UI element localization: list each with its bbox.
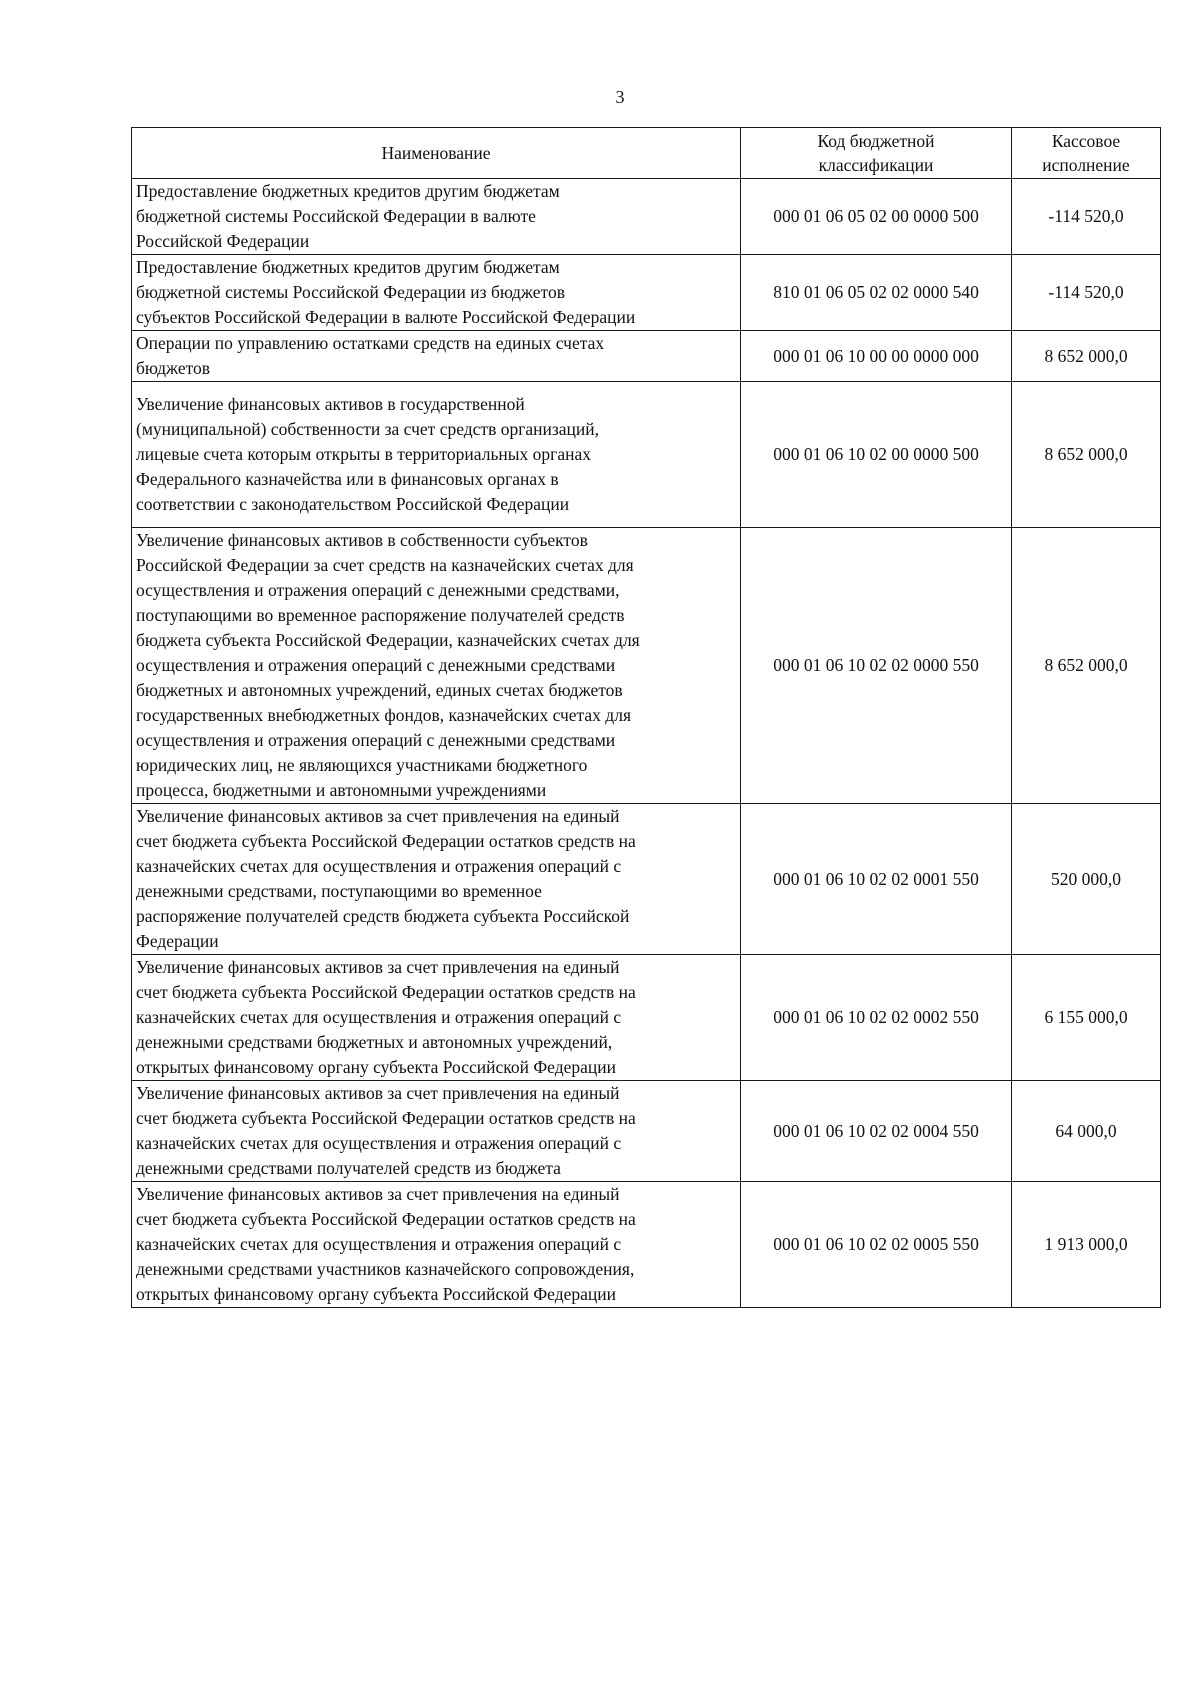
row-name (132, 382, 741, 528)
row-code: 000 01 06 10 02 02 0001 550 (741, 804, 1012, 955)
row-name-line: денежными средствами получателей средств из бюджета (136, 1158, 561, 1178)
row-name-line: денежными средствами бюджетных и автономных учреждений, (136, 1032, 613, 1052)
row-name (132, 1182, 741, 1308)
row-name-line: Российской Федерации (136, 231, 310, 251)
row-name-line: бюджетов (136, 358, 211, 378)
header-name: Наименование (132, 128, 741, 179)
table-row (132, 255, 1161, 331)
row-name-line: поступающими во временное распоряжение получателей средств (136, 605, 625, 625)
row-name-line: государственных внебюджетных фондов, казначейских счетах для (136, 705, 631, 725)
row-name-line: процесса, бюджетными и автономными учреждениями (136, 780, 547, 800)
row-name-line: денежными средствами участников казначейского сопровождения, (136, 1259, 635, 1279)
header-code-line: классификации (818, 155, 934, 175)
row-name-line: бюджетной системы Российской Федерации из бюджетов (136, 282, 565, 302)
row-name-line: Увеличение финансовых активов за счет привлечения на единый (136, 806, 620, 826)
row-name-line: Федерального казначейства или в финансовых органах в (136, 469, 559, 489)
row-name (132, 528, 741, 804)
row-amount: 8 652 000,0 (1012, 331, 1161, 382)
row-name-line: соответствии с законодательством Российской Федерации (136, 494, 570, 514)
row-name-line: распоряжение получателей средств бюджета субъекта Российской (136, 906, 630, 926)
table-row (132, 528, 1161, 804)
header-amount-line: исполнение (1042, 155, 1130, 175)
row-name-line: лицевые счета которым открыты в территориальных органах (136, 444, 592, 464)
row-name-line: открытых финансовому органу субъекта Российской Федерации (136, 1057, 617, 1077)
row-name-line: Федерации (136, 931, 219, 951)
row-name-line: казначейских счетах для осуществления и отражения операций с (136, 1234, 622, 1254)
row-name-line: Предоставление бюджетных кредитов другим бюджетам (136, 257, 560, 277)
table-body (132, 179, 1161, 1308)
budget-table (131, 127, 1161, 1308)
row-code: 000 01 06 10 02 00 0000 500 (741, 382, 1012, 528)
row-name-line: бюджетной системы Российской Федерации в валюте (136, 206, 536, 226)
row-amount: 6 155 000,0 (1012, 955, 1161, 1081)
page-number: 3 (615, 87, 625, 107)
row-name (132, 179, 741, 255)
row-name (132, 331, 741, 382)
row-code: 000 01 06 05 02 00 0000 500 (741, 179, 1012, 255)
table-row (132, 1081, 1161, 1182)
row-amount: 64 000,0 (1012, 1081, 1161, 1182)
table-row (132, 179, 1161, 255)
row-code: 000 01 06 10 02 02 0002 550 (741, 955, 1012, 1081)
row-name-line: Российской Федерации за счет средств на казначейских счетах для (136, 555, 634, 575)
row-code: 000 01 06 10 02 02 0004 550 (741, 1081, 1012, 1182)
row-code: 810 01 06 05 02 02 0000 540 (741, 255, 1012, 331)
row-name-line: бюджета субъекта Российской Федерации, казначейских счетах для (136, 630, 640, 650)
row-amount: 8 652 000,0 (1012, 382, 1161, 528)
row-name (132, 255, 741, 331)
row-name-line: Операции по управлению остатками средств на единых счетах (136, 333, 605, 353)
row-name-line: денежными средствами, поступающими во временное (136, 881, 542, 901)
table-row (132, 955, 1161, 1081)
row-name-line: счет бюджета субъекта Российской Федерации остатков средств на (136, 831, 636, 851)
row-name-line: осуществления и отражения операций с денежными средствами (136, 730, 616, 750)
row-name-line: Увеличение финансовых активов в государственной (136, 394, 525, 414)
row-name-line: осуществления и отражения операций с денежными средствами (136, 655, 616, 675)
table-row (132, 331, 1161, 382)
row-amount: 520 000,0 (1012, 804, 1161, 955)
row-name-line: казначейских счетах для осуществления и отражения операций с (136, 1007, 622, 1027)
row-name (132, 955, 741, 1081)
row-code: 000 01 06 10 00 00 0000 000 (741, 331, 1012, 382)
row-name-line: субъектов Российской Федерации в валюте Российской Федерации (136, 307, 636, 327)
header-amount (1012, 128, 1161, 179)
header-amount-line: Кассовое (1051, 131, 1121, 151)
row-name-line: открытых финансовому органу субъекта Российской Федерации (136, 1284, 617, 1304)
row-name-line: (муниципальной) собственности за счет средств организаций, (136, 419, 600, 439)
row-name-line: бюджетных и автономных учреждений, единых счетах бюджетов (136, 680, 623, 700)
row-amount: 8 652 000,0 (1012, 528, 1161, 804)
row-amount: 1 913 000,0 (1012, 1182, 1161, 1308)
table-row (132, 382, 1161, 528)
table-row (132, 1182, 1161, 1308)
row-name-line: Увеличение финансовых активов за счет привлечения на единый (136, 957, 620, 977)
row-name-line: счет бюджета субъекта Российской Федерации остатков средств на (136, 1209, 636, 1229)
header-code-line: Код бюджетной (817, 131, 935, 151)
row-amount: -114 520,0 (1012, 179, 1161, 255)
row-name-line: Увеличение финансовых активов за счет привлечения на единый (136, 1184, 620, 1204)
row-name-line: юридических лиц, не являющихся участниками бюджетного (136, 755, 588, 775)
row-name-line: Предоставление бюджетных кредитов другим бюджетам (136, 181, 560, 201)
row-amount: -114 520,0 (1012, 255, 1161, 331)
row-name (132, 804, 741, 955)
table-row (132, 804, 1161, 955)
row-name-line: Увеличение финансовых активов за счет привлечения на единый (136, 1083, 620, 1103)
row-name-line: казначейских счетах для осуществления и отражения операций с (136, 856, 622, 876)
row-name-line: казначейских счетах для осуществления и отражения операций с (136, 1133, 622, 1153)
row-name-line: счет бюджета субъекта Российской Федерации остатков средств на (136, 982, 636, 1002)
row-name (132, 1081, 741, 1182)
row-name-line: Увеличение финансовых активов в собственности субъектов (136, 530, 588, 550)
table-header-row (132, 128, 1161, 179)
row-code: 000 01 06 10 02 02 0000 550 (741, 528, 1012, 804)
header-code (741, 128, 1012, 179)
row-name-line: осуществления и отражения операций с денежными средствами, (136, 580, 620, 600)
row-code: 000 01 06 10 02 02 0005 550 (741, 1182, 1012, 1308)
row-name-line: счет бюджета субъекта Российской Федерации остатков средств на (136, 1108, 636, 1128)
